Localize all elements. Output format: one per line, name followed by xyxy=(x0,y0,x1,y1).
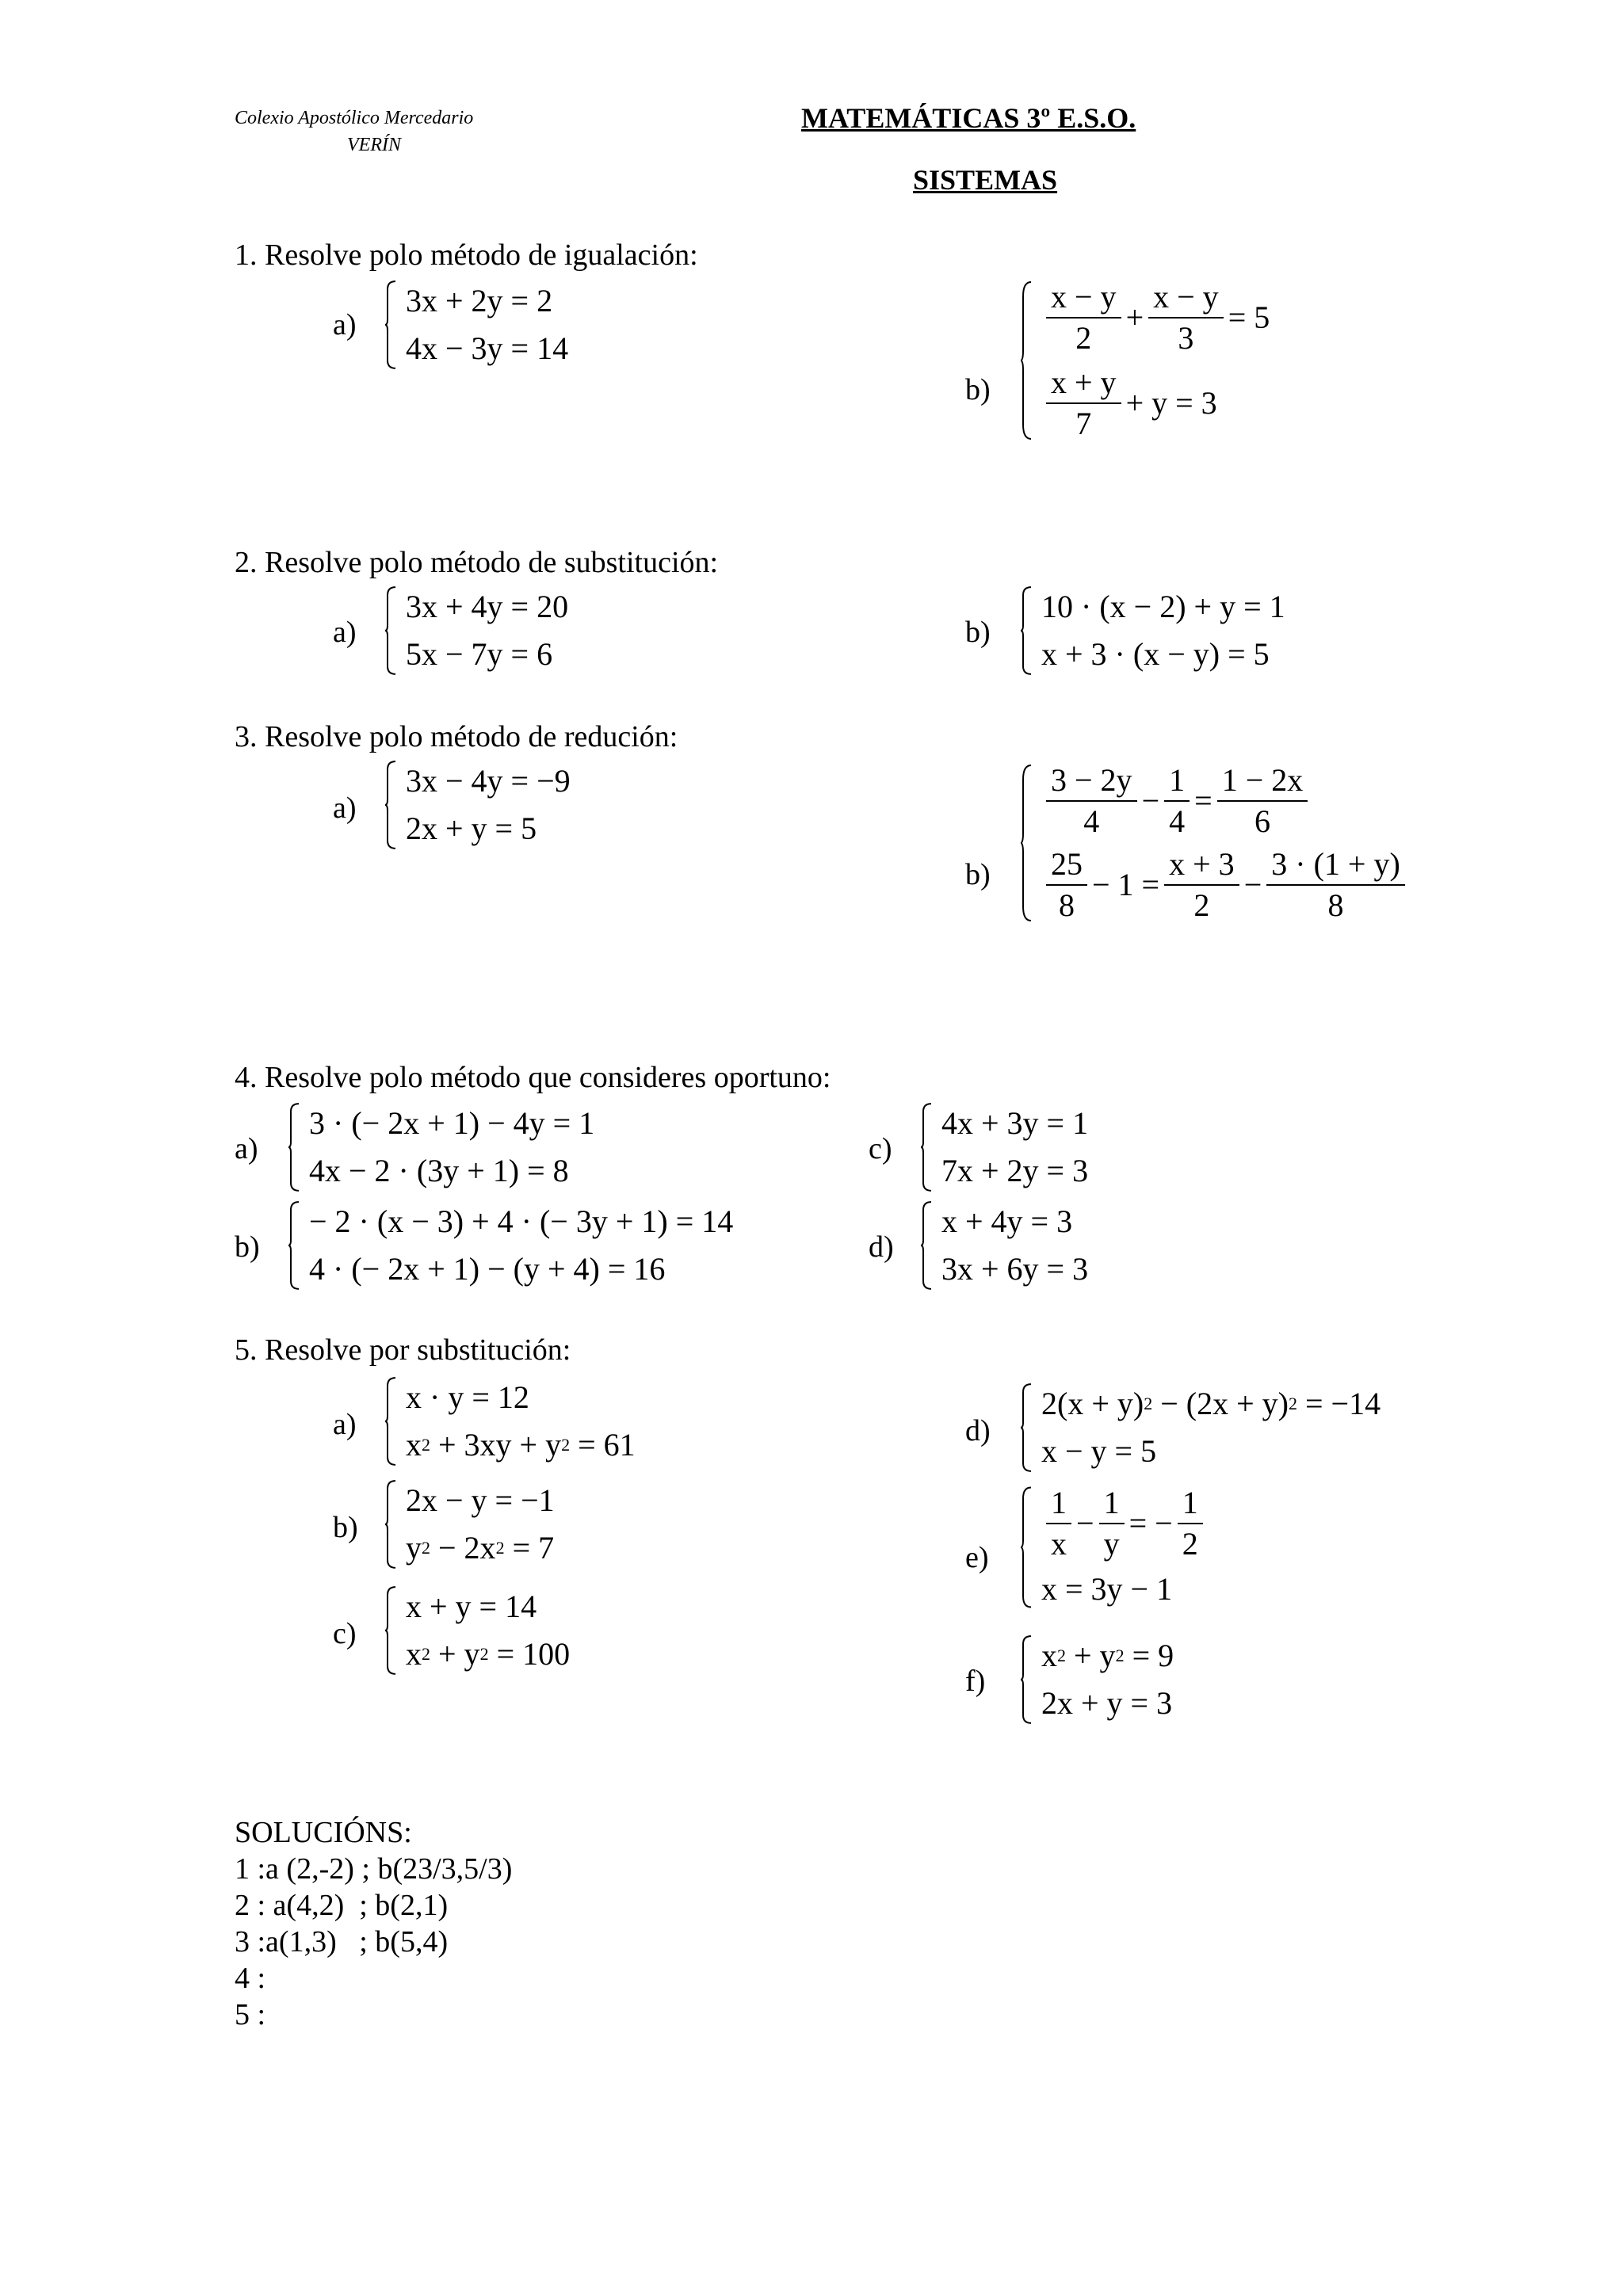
fraction xyxy=(1178,1483,1203,1564)
numerator: 1 − 2x xyxy=(1217,761,1308,802)
q5a-eq1: x · y = 12 xyxy=(406,1379,529,1415)
q3a-label: a) xyxy=(333,791,357,825)
term: = 61 xyxy=(570,1427,636,1463)
q5d-system xyxy=(1021,1380,1381,1475)
q5e-label: e) xyxy=(965,1541,989,1574)
term: = 9 xyxy=(1124,1638,1174,1673)
q5c-eq1: x + y = 14 xyxy=(406,1589,537,1624)
fraction xyxy=(1099,1483,1125,1564)
brace-icon xyxy=(1021,280,1032,441)
operator: + xyxy=(1125,299,1144,335)
q5c-system xyxy=(385,1583,570,1678)
solutions-heading: SOLUCIÓNS: xyxy=(235,1816,412,1849)
numerator: 3 · (1 + y) xyxy=(1266,845,1405,886)
q2b-system xyxy=(1021,583,1285,678)
q5a-eq2 xyxy=(406,1421,636,1469)
operator: = xyxy=(1194,783,1212,818)
fraction xyxy=(1217,761,1308,841)
q5b-system xyxy=(385,1477,555,1572)
q5c-label: c) xyxy=(333,1617,357,1650)
brace-icon xyxy=(1021,1635,1032,1724)
question-5-prompt: 5. Resolve por substitución: xyxy=(235,1333,571,1367)
q5d-eq2: x − y = 5 xyxy=(1041,1433,1157,1469)
denominator: y xyxy=(1103,1526,1120,1562)
brace-icon xyxy=(385,1377,396,1466)
q4b-system xyxy=(288,1198,733,1293)
term: = 100 xyxy=(488,1636,571,1672)
denominator: 8 xyxy=(1327,887,1344,923)
fraction xyxy=(1046,363,1121,444)
numerator: 1 xyxy=(1164,761,1190,802)
q5e-eq2: x = 3y − 1 xyxy=(1041,1571,1173,1607)
term: x xyxy=(406,1636,422,1672)
exponent: 2 xyxy=(479,1644,489,1664)
term: y xyxy=(406,1530,422,1566)
school-town: VERÍN xyxy=(347,135,401,155)
q5f-system xyxy=(1021,1632,1174,1727)
denominator: 6 xyxy=(1254,803,1270,839)
q4b-eq1: − 2 · (x − 3) + 4 · (− 3y + 1) = 14 xyxy=(309,1203,734,1239)
brace-icon xyxy=(288,1201,300,1290)
numerator: x − y xyxy=(1148,277,1224,318)
q5b-label: b) xyxy=(333,1511,358,1544)
exponent: 2 xyxy=(1144,1394,1153,1413)
term: 2(x + y) xyxy=(1041,1386,1144,1421)
q1a-eq1: 3x + 2y = 2 xyxy=(406,283,553,318)
q5e-system xyxy=(1021,1483,1208,1611)
brace-icon xyxy=(385,1480,396,1569)
q5f-label: f) xyxy=(965,1665,986,1698)
solution-line: 2 : a(4,2) ; b(2,1) xyxy=(235,1889,449,1922)
denominator: 2 xyxy=(1182,1526,1198,1562)
fraction xyxy=(1046,277,1121,358)
question-2-prompt: 2. Resolve polo método de substitución: xyxy=(235,546,719,579)
denominator: 7 xyxy=(1075,406,1092,441)
term: x xyxy=(406,1427,422,1463)
fraction xyxy=(1046,845,1087,925)
solution-line: 4 : xyxy=(235,1962,266,1995)
q4c-system xyxy=(921,1100,1088,1195)
brace-icon xyxy=(921,1201,932,1290)
numerator: 3 − 2y xyxy=(1046,761,1137,802)
operator: − xyxy=(1076,1505,1094,1541)
q5d-eq1 xyxy=(1041,1380,1381,1428)
denominator: 4 xyxy=(1083,803,1100,839)
q1b-eq2 xyxy=(1041,363,1270,444)
page-title: MATEMÁTICAS 3º E.S.O. xyxy=(801,102,1136,134)
term: = 7 xyxy=(504,1530,555,1566)
brace-icon xyxy=(385,761,396,849)
numerator: 25 xyxy=(1046,845,1087,886)
q4c-label: c) xyxy=(869,1132,892,1165)
q5f-eq2: 2x + y = 3 xyxy=(1041,1685,1173,1721)
q1a-label: a) xyxy=(333,308,357,341)
q2a-eq2: 5x − 7y = 6 xyxy=(406,636,553,672)
numerator: x + y xyxy=(1046,363,1121,404)
brace-icon xyxy=(385,586,396,675)
q3a-system xyxy=(385,757,571,852)
brace-icon xyxy=(1021,764,1032,922)
term: = −14 xyxy=(1296,1386,1381,1421)
rhs: = 5 xyxy=(1228,299,1270,335)
numerator: x + 3 xyxy=(1164,845,1239,886)
denominator: 8 xyxy=(1059,887,1075,923)
q1a-eq2: 4x − 3y = 14 xyxy=(406,330,569,366)
q2b-eq2: x + 3 · (x − y) = 5 xyxy=(1041,636,1270,672)
q2a-eq1: 3x + 4y = 20 xyxy=(406,589,569,624)
q4b-eq2: 4 · (− 2x + 1) − (y + 4) = 16 xyxy=(309,1251,666,1287)
numerator: 1 xyxy=(1099,1483,1125,1524)
q1a-system xyxy=(385,277,568,372)
q1b-label: b) xyxy=(965,373,991,406)
fraction xyxy=(1266,845,1405,925)
q3b-system xyxy=(1021,761,1410,925)
exponent: 2 xyxy=(422,1435,430,1455)
q4a-label: a) xyxy=(235,1132,258,1165)
exponent: 2 xyxy=(1288,1394,1297,1413)
fraction xyxy=(1046,1483,1071,1564)
q5d-label: d) xyxy=(965,1414,991,1447)
brace-icon xyxy=(1021,1486,1032,1608)
operator: − xyxy=(1243,867,1262,902)
fraction xyxy=(1148,277,1224,358)
q5b-eq2 xyxy=(406,1524,555,1572)
fraction xyxy=(1164,845,1239,925)
q1b-eq1 xyxy=(1041,277,1270,358)
numerator: x − y xyxy=(1046,277,1121,318)
numerator: 1 xyxy=(1046,1483,1071,1524)
q4c-eq1: 4x + 3y = 1 xyxy=(941,1105,1089,1141)
term: − 2x xyxy=(430,1530,496,1566)
q4a-eq2: 4x − 2 · (3y + 1) = 8 xyxy=(309,1153,569,1188)
q5f-eq1 xyxy=(1041,1632,1174,1680)
rhs: + y = 3 xyxy=(1125,385,1217,421)
q4d-label: d) xyxy=(869,1230,894,1264)
denominator: 3 xyxy=(1178,320,1194,356)
q2a-system xyxy=(385,583,568,678)
denominator: 4 xyxy=(1169,803,1186,839)
q4d-eq2: 3x + 6y = 3 xyxy=(941,1251,1089,1287)
term: + 3xy + y xyxy=(430,1427,562,1463)
q5c-eq2 xyxy=(406,1630,570,1678)
exponent: 2 xyxy=(1057,1646,1066,1665)
operator: − xyxy=(1141,783,1160,818)
q2b-eq1: 10 · (x − 2) + y = 1 xyxy=(1041,589,1285,624)
term: + y xyxy=(430,1636,480,1672)
q4d-system xyxy=(921,1198,1088,1293)
fraction xyxy=(1046,761,1137,841)
q4a-eq1: 3 · (− 2x + 1) − 4y = 1 xyxy=(309,1105,595,1141)
brace-icon xyxy=(1021,586,1032,675)
brace-icon xyxy=(921,1103,932,1192)
q3b-eq2 xyxy=(1041,845,1410,925)
term: − (2x + y) xyxy=(1152,1386,1289,1421)
fraction xyxy=(1164,761,1190,841)
solution-line: 3 :a(1,3) ; b(5,4) xyxy=(235,1925,449,1958)
q5b-eq1: 2x − y = −1 xyxy=(406,1482,555,1518)
q5a-label: a) xyxy=(333,1408,357,1441)
term: x xyxy=(1041,1638,1057,1673)
q3a-eq2: 2x + y = 5 xyxy=(406,810,537,846)
operator: − 1 = xyxy=(1092,867,1160,902)
page-subtitle: SISTEMAS xyxy=(913,164,1058,196)
term: + y xyxy=(1066,1638,1116,1673)
q4d-eq1: x + 4y = 3 xyxy=(941,1203,1073,1239)
q1b-system xyxy=(1021,277,1270,444)
q4c-eq2: 7x + 2y = 3 xyxy=(941,1153,1089,1188)
exponent: 2 xyxy=(561,1435,571,1455)
brace-icon xyxy=(288,1103,300,1192)
operator: = − xyxy=(1128,1505,1173,1541)
exponent: 2 xyxy=(1115,1646,1125,1665)
denominator: 2 xyxy=(1193,887,1210,923)
school-name: Colexio Apostólico Mercedario xyxy=(235,108,474,128)
q2a-label: a) xyxy=(333,616,357,649)
q5a-system xyxy=(385,1374,636,1469)
q4a-system xyxy=(288,1100,594,1195)
q4b-label: b) xyxy=(235,1230,260,1264)
numerator: 1 xyxy=(1178,1483,1203,1524)
solution-line: 1 :a (2,-2) ; b(23/3,5/3) xyxy=(235,1852,513,1886)
exponent: 2 xyxy=(495,1538,505,1558)
q3b-eq1 xyxy=(1041,761,1410,841)
question-1-prompt: 1. Resolve polo método de igualación: xyxy=(235,238,698,272)
brace-icon xyxy=(1021,1383,1032,1472)
q5e-eq1 xyxy=(1041,1483,1208,1564)
exponent: 2 xyxy=(422,1644,430,1664)
denominator: x xyxy=(1051,1526,1067,1562)
q3b-label: b) xyxy=(965,858,991,891)
question-3-prompt: 3. Resolve polo método de redución: xyxy=(235,720,678,753)
q3a-eq1: 3x − 4y = −9 xyxy=(406,763,571,799)
question-4-prompt: 4. Resolve polo método que consideres oportuno: xyxy=(235,1061,831,1094)
q2b-label: b) xyxy=(965,616,991,649)
exponent: 2 xyxy=(422,1538,430,1558)
solutions-block xyxy=(235,1814,512,2033)
brace-icon xyxy=(385,280,396,369)
solution-line: 5 : xyxy=(235,1998,266,2031)
brace-icon xyxy=(385,1586,396,1675)
denominator: 2 xyxy=(1075,320,1092,356)
